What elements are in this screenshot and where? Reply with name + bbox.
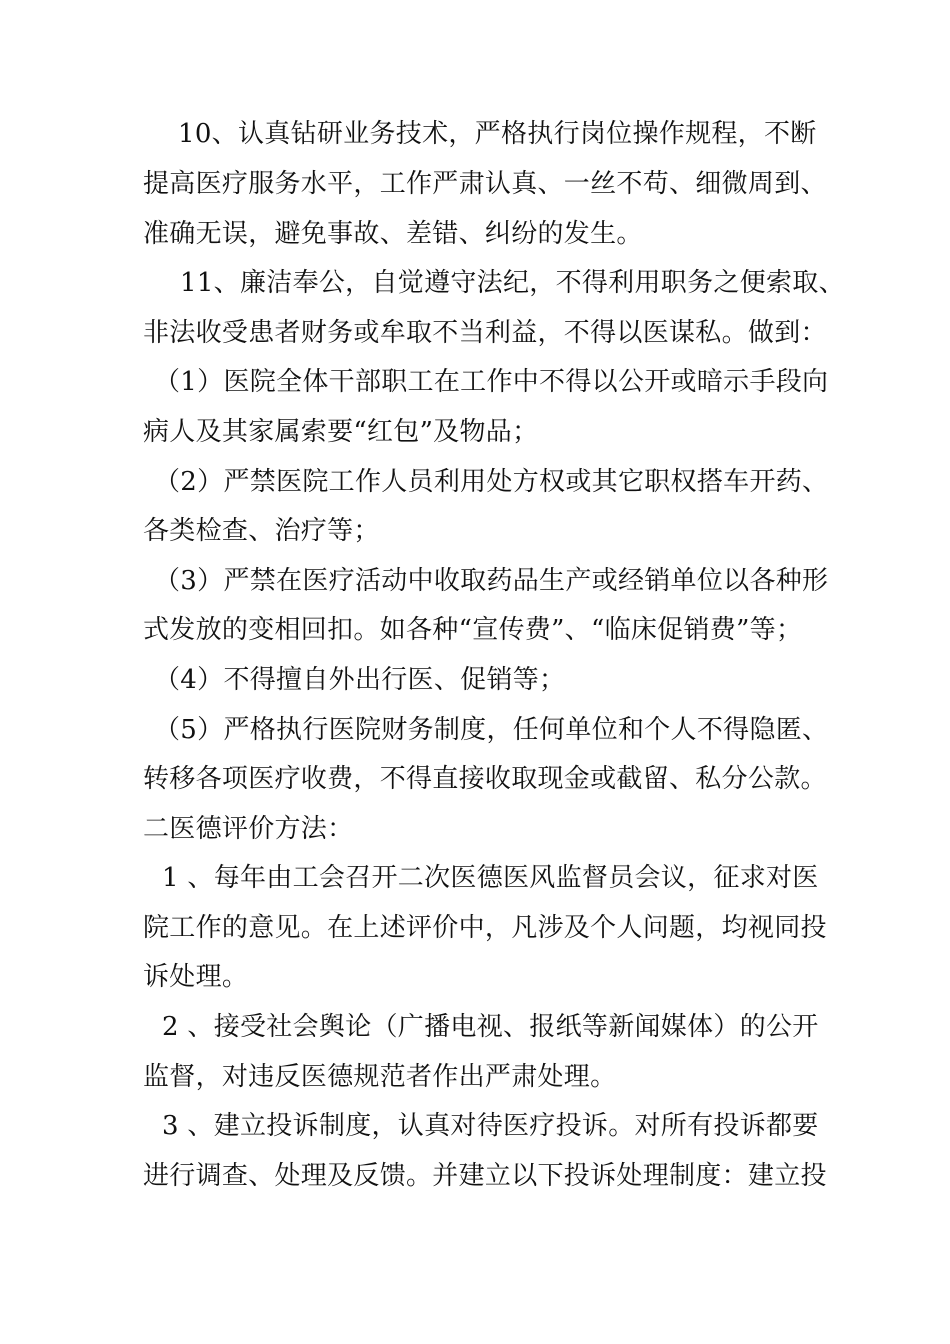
text-line: 1 、每年由工会召开二次医德医风监督员会议，征求对医	[162, 863, 819, 893]
text-line: 式发放的变相回扣。如各种“宣传费”、“临床促销费”等；	[143, 615, 803, 645]
text-line: 非法收受患者财务或牟取不当利益，不得以医谋私。做到：	[143, 318, 827, 348]
text-line: （5）严格执行医院财务制度，任何单位和个人不得隐匿、	[154, 715, 829, 745]
text-line: 3 、建立投诉制度，认真对待医疗投诉。对所有投诉都要	[162, 1111, 819, 1141]
section-heading: 二医德评价方法：	[143, 814, 354, 844]
text-line: 2 、接受社会舆论（广播电视、报纸等新闻媒体）的公开	[162, 1012, 819, 1042]
text-line: 转移各项医疗收费，不得直接收取现金或截留、私分公款。	[143, 764, 827, 794]
text-line: （4）不得擅自外出行医、促销等；	[154, 665, 566, 695]
text-line: 提高医疗服务水平，工作严肃认真、一丝不苟、细微周到、	[143, 169, 827, 199]
text-line: 准确无误，避免事故、差错、纠纷的发生。	[143, 219, 643, 249]
text-line: （2）严禁医院工作人员利用处方权或其它职权搭车开药、	[154, 467, 829, 497]
text-line: 进行调查、处理及反馈。并建立以下投诉处理制度：建立投	[143, 1161, 827, 1191]
text-line: 病人及其家属索要“红包”及物品；	[143, 417, 539, 447]
text-line: （3）严禁在医疗活动中收取药品生产或经销单位以各种形	[154, 566, 829, 596]
text-line: 各类检查、治疗等；	[143, 516, 380, 546]
text-line: 10、认真钻研业务技术，严格执行岗位操作规程，不断	[178, 119, 817, 149]
text-line: 诉处理。	[143, 962, 249, 992]
text-line: 11、廉洁奉公，自觉遵守法纪，不得利用职务之便索取、	[180, 268, 845, 298]
text-line: 监督，对违反医德规范者作出严肃处理。	[143, 1062, 617, 1092]
text-line: 院工作的意见。在上述评价中，凡涉及个人问题，均视同投	[143, 913, 827, 943]
text-line: （1）医院全体干部职工在工作中不得以公开或暗示手段向	[154, 367, 829, 397]
